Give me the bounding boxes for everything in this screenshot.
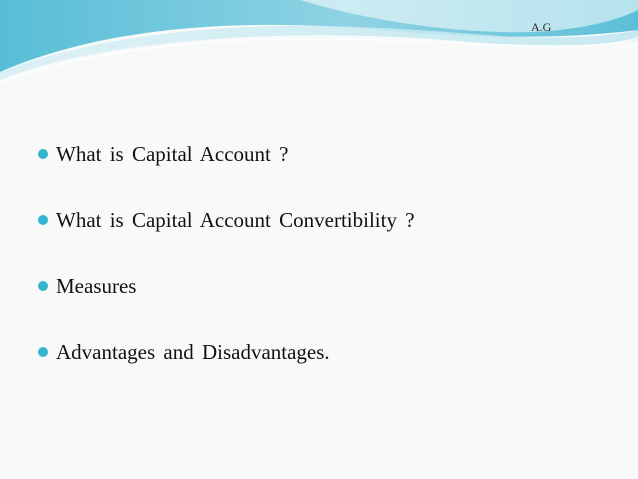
bullet-icon (38, 215, 48, 225)
bullet-icon (38, 149, 48, 159)
bullet-icon (38, 281, 48, 291)
header-wave-decoration (0, 0, 638, 90)
bullet-item (38, 270, 415, 336)
bullet-item (38, 336, 415, 402)
bullet-text: What is Capital Account Convertibility ? (56, 208, 415, 232)
bullet-list (38, 138, 415, 402)
bullet-item (38, 138, 415, 204)
bullet-item (38, 204, 415, 270)
bullet-text: What is Capital Account ? (56, 142, 289, 166)
bullet-text: Advantages and Disadvantages. (56, 340, 330, 364)
bullet-icon (38, 347, 48, 357)
bullet-text: Measures (56, 274, 137, 298)
author-initials: A.G (531, 20, 552, 34)
